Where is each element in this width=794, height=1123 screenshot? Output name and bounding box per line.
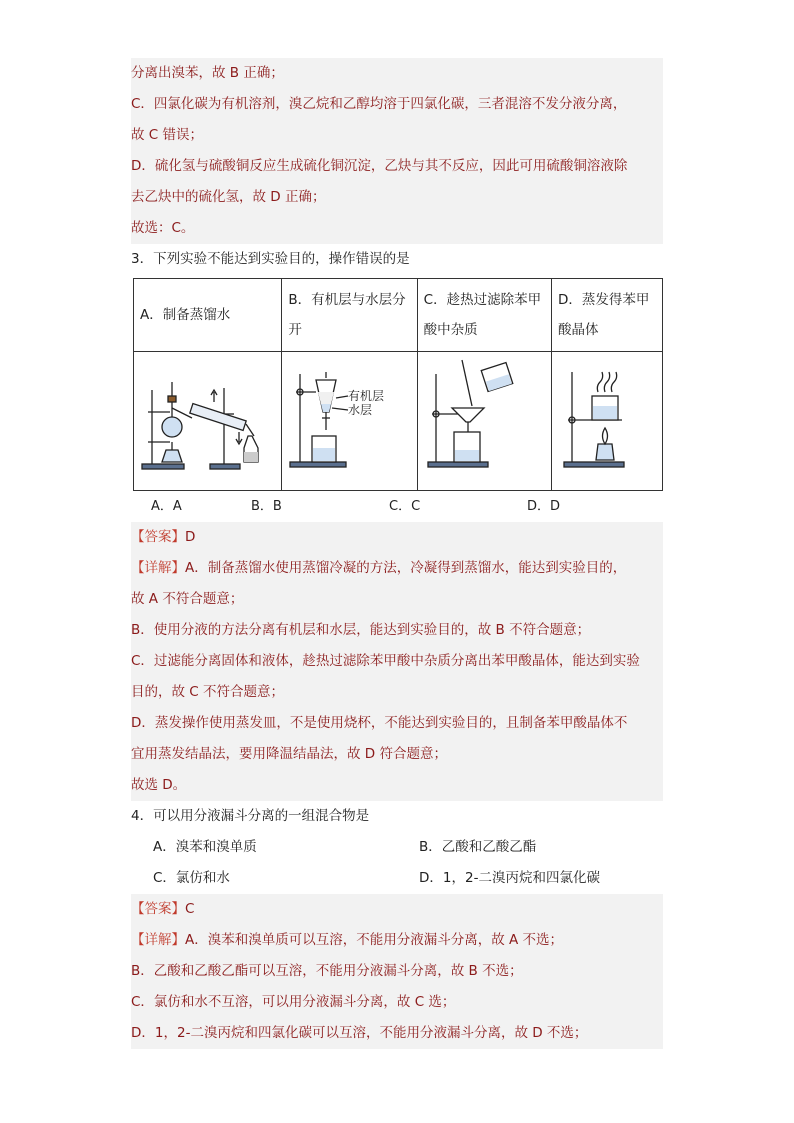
option-c: C．C [389, 499, 421, 514]
solution-line: D．硫化氢与硫酸铜反应生成硫化铜沉淀，乙炔与其不反应，因此可用硫酸铜溶液除 [131, 158, 628, 174]
detail-line: B．乙酸和乙酸乙酯可以互溶，不能用分液漏斗分离，故 B 不选； [131, 963, 523, 979]
detail-line: C．氯仿和水不互溶，可以用分液漏斗分离，故 C 选； [131, 994, 456, 1010]
question-3-options [131, 491, 663, 522]
answer-line [131, 894, 663, 925]
detail-line: D．蒸发操作使用蒸发皿，不是使用烧杯，不能达到实验目的，且制备苯甲酸晶体不 [131, 715, 628, 731]
detail-line: C．过滤能分离固体和液体，趁热过滤除苯甲酸中杂质分离出苯甲酸晶体，能达到实验 [131, 653, 640, 669]
figure-separatory-funnel [282, 352, 417, 491]
table-header-a: A．制备蒸馏水 [134, 279, 282, 352]
question-3-stem: 3．下列实验不能达到实验目的，操作错误的是 [131, 251, 410, 267]
detail-label: 【详解】 [131, 560, 185, 576]
solution-line: C．四氯化碳为有机溶剂，溴乙烷和乙醇均溶于四氯化碳，三者混溶不发分液分离， [131, 96, 627, 112]
option-d: D．D [527, 499, 561, 514]
detail-line: D．1，2-二溴丙烷和四氯化碳可以互溶，不能用分液漏斗分离，故 D 不选； [131, 1025, 588, 1041]
figure-distillation [134, 352, 282, 491]
question-4-stem: 4．可以用分液漏斗分离的一组混合物是 [131, 808, 370, 824]
previous-solution-block [131, 58, 663, 244]
answer-label: 【答案】 [131, 529, 185, 545]
hot-filtration-image [418, 352, 540, 486]
table-header-d: D．蒸发得苯甲酸晶体 [552, 279, 663, 352]
solution-line: 故 C 错误； [131, 127, 204, 143]
distillation-apparatus-image [134, 352, 270, 486]
option-a: A．溴苯和溴单质 [153, 839, 257, 855]
solution-line: 分离出溴苯，故 B 正确； [131, 65, 284, 81]
evaporation-image [552, 352, 662, 486]
separatory-funnel-image [282, 352, 405, 486]
option-c: C．氯仿和水 [153, 870, 230, 886]
detail-label: 【详解】 [131, 932, 185, 948]
figure-evaporation [552, 352, 663, 491]
solution-line: 故选：C。 [131, 220, 195, 236]
answer-value: C [185, 901, 195, 917]
solution-line: 去乙炔中的硫化氢，故 D 正确； [131, 189, 326, 205]
detail-line: 目的，故 C 不符合题意； [131, 684, 285, 700]
detail-line: 故 A 不符合题意； [131, 591, 244, 607]
table-header-b: B．有机层与水层分开 [282, 279, 417, 352]
detail-line: B．使用分液的方法分离有机层和水层，能达到实验目的，故 B 不符合题意； [131, 622, 591, 638]
answer-line [131, 522, 663, 553]
detail-line [131, 925, 663, 956]
figure-label-organic-layer: 有机层 [348, 389, 385, 403]
detail-text: A．溴苯和溴单质可以互溶，不能用分液漏斗分离，故 A 不选； [185, 932, 564, 948]
question-4-options-row-1 [131, 832, 663, 863]
figure-label-aqueous-layer: 水层 [348, 403, 373, 417]
option-a: A．A [151, 499, 182, 514]
document-page [131, 58, 663, 1049]
table-header-c: C．趁热过滤除苯甲酸中杂质 [417, 279, 551, 352]
question-4-solution-block [131, 894, 663, 1049]
option-d: D．1，2-二溴丙烷和四氯化碳 [419, 870, 600, 886]
figure-hot-filtration [417, 352, 551, 491]
question-3-solution-block [131, 522, 663, 801]
option-b: B．乙酸和乙酸乙酯 [419, 839, 537, 855]
detail-line: 故选 D。 [131, 777, 187, 793]
answer-label: 【答案】 [131, 901, 185, 917]
detail-line: 宜用蒸发结晶法，要用降温结晶法，故 D 符合题意； [131, 746, 447, 762]
detail-text: A．制备蒸馏水使用蒸馏冷凝的方法，冷凝得到蒸馏水，能达到实验目的， [185, 560, 627, 576]
experiment-table [133, 278, 663, 491]
answer-value: D [185, 529, 196, 545]
option-b: B．B [251, 499, 282, 514]
question-4-options-row-2 [131, 863, 663, 894]
detail-line [131, 553, 663, 584]
